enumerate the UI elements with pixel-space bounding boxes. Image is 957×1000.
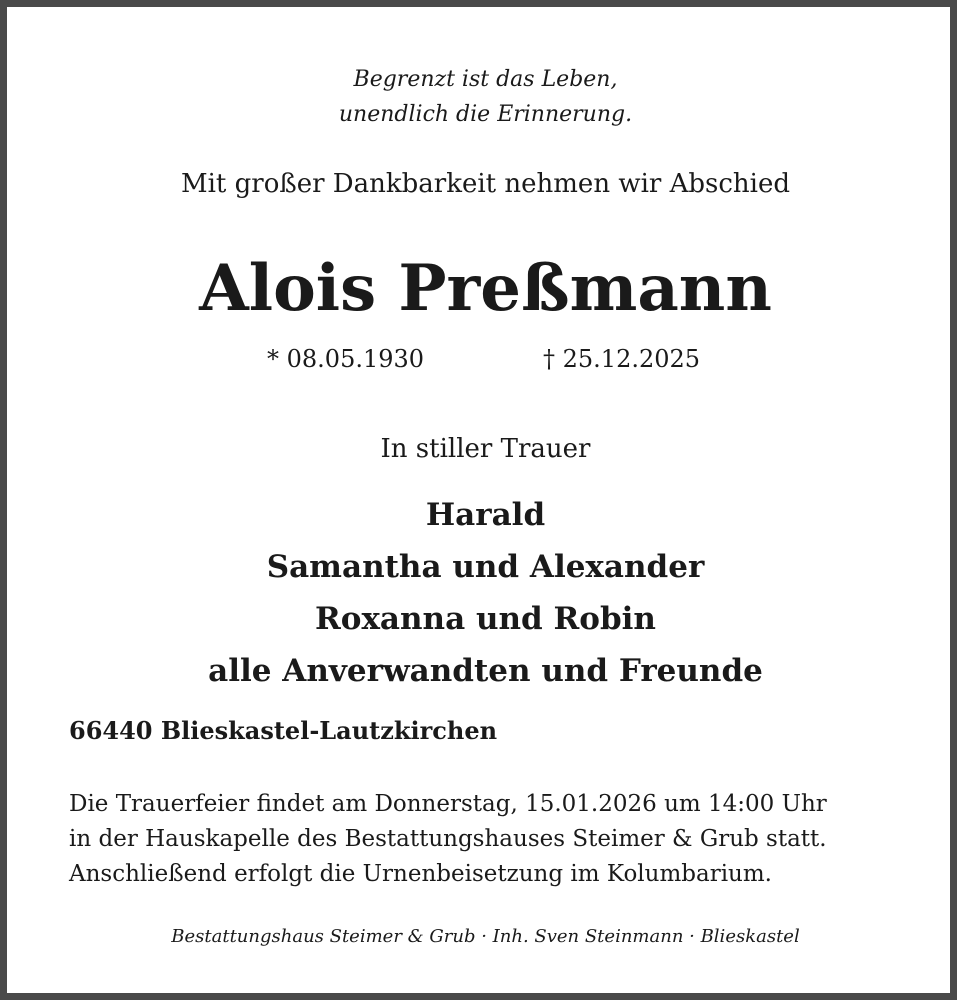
service-info-line: Anschließend erfolgt die Urnenbeisetzung im Kolumbarium.	[69, 861, 772, 887]
funeral-home-footer: Bestattungshaus Steimer & Grub · Inh. Sven Steinmann · Blieskastel	[171, 926, 800, 947]
mourner-name: Samantha und Alexander	[266, 549, 705, 585]
mourner-name: Roxanna und Robin	[315, 601, 656, 637]
deceased-name: Alois Preßmann	[199, 251, 772, 326]
quote-line-1: Begrenzt ist das Leben,	[353, 67, 618, 92]
quote-line-2: unendlich die Erinnerung.	[338, 102, 633, 127]
mourner-name: Harald	[425, 497, 546, 533]
service-info-line: in der Hauskapelle des Bestattungshauses Steimer & Grub statt.	[69, 826, 827, 852]
death-date: † 25.12.2025	[543, 345, 701, 373]
intro-text: Mit großer Dankbarkeit nehmen wir Abschied	[180, 169, 791, 199]
family-address: 66440 Blieskastel-Lautzkirchen	[69, 716, 498, 745]
service-info	[69, 787, 827, 892]
mourning-line: In stiller Trauer	[380, 434, 591, 464]
service-info-line: Die Trauerfeier findet am Donnerstag, 15.01.2026 um 14:00 Uhr	[69, 791, 827, 817]
mourner-name: alle Anverwandten und Freunde	[208, 653, 763, 689]
birth-date: * 08.05.1930	[267, 345, 425, 373]
mourners-list	[7, 489, 957, 697]
